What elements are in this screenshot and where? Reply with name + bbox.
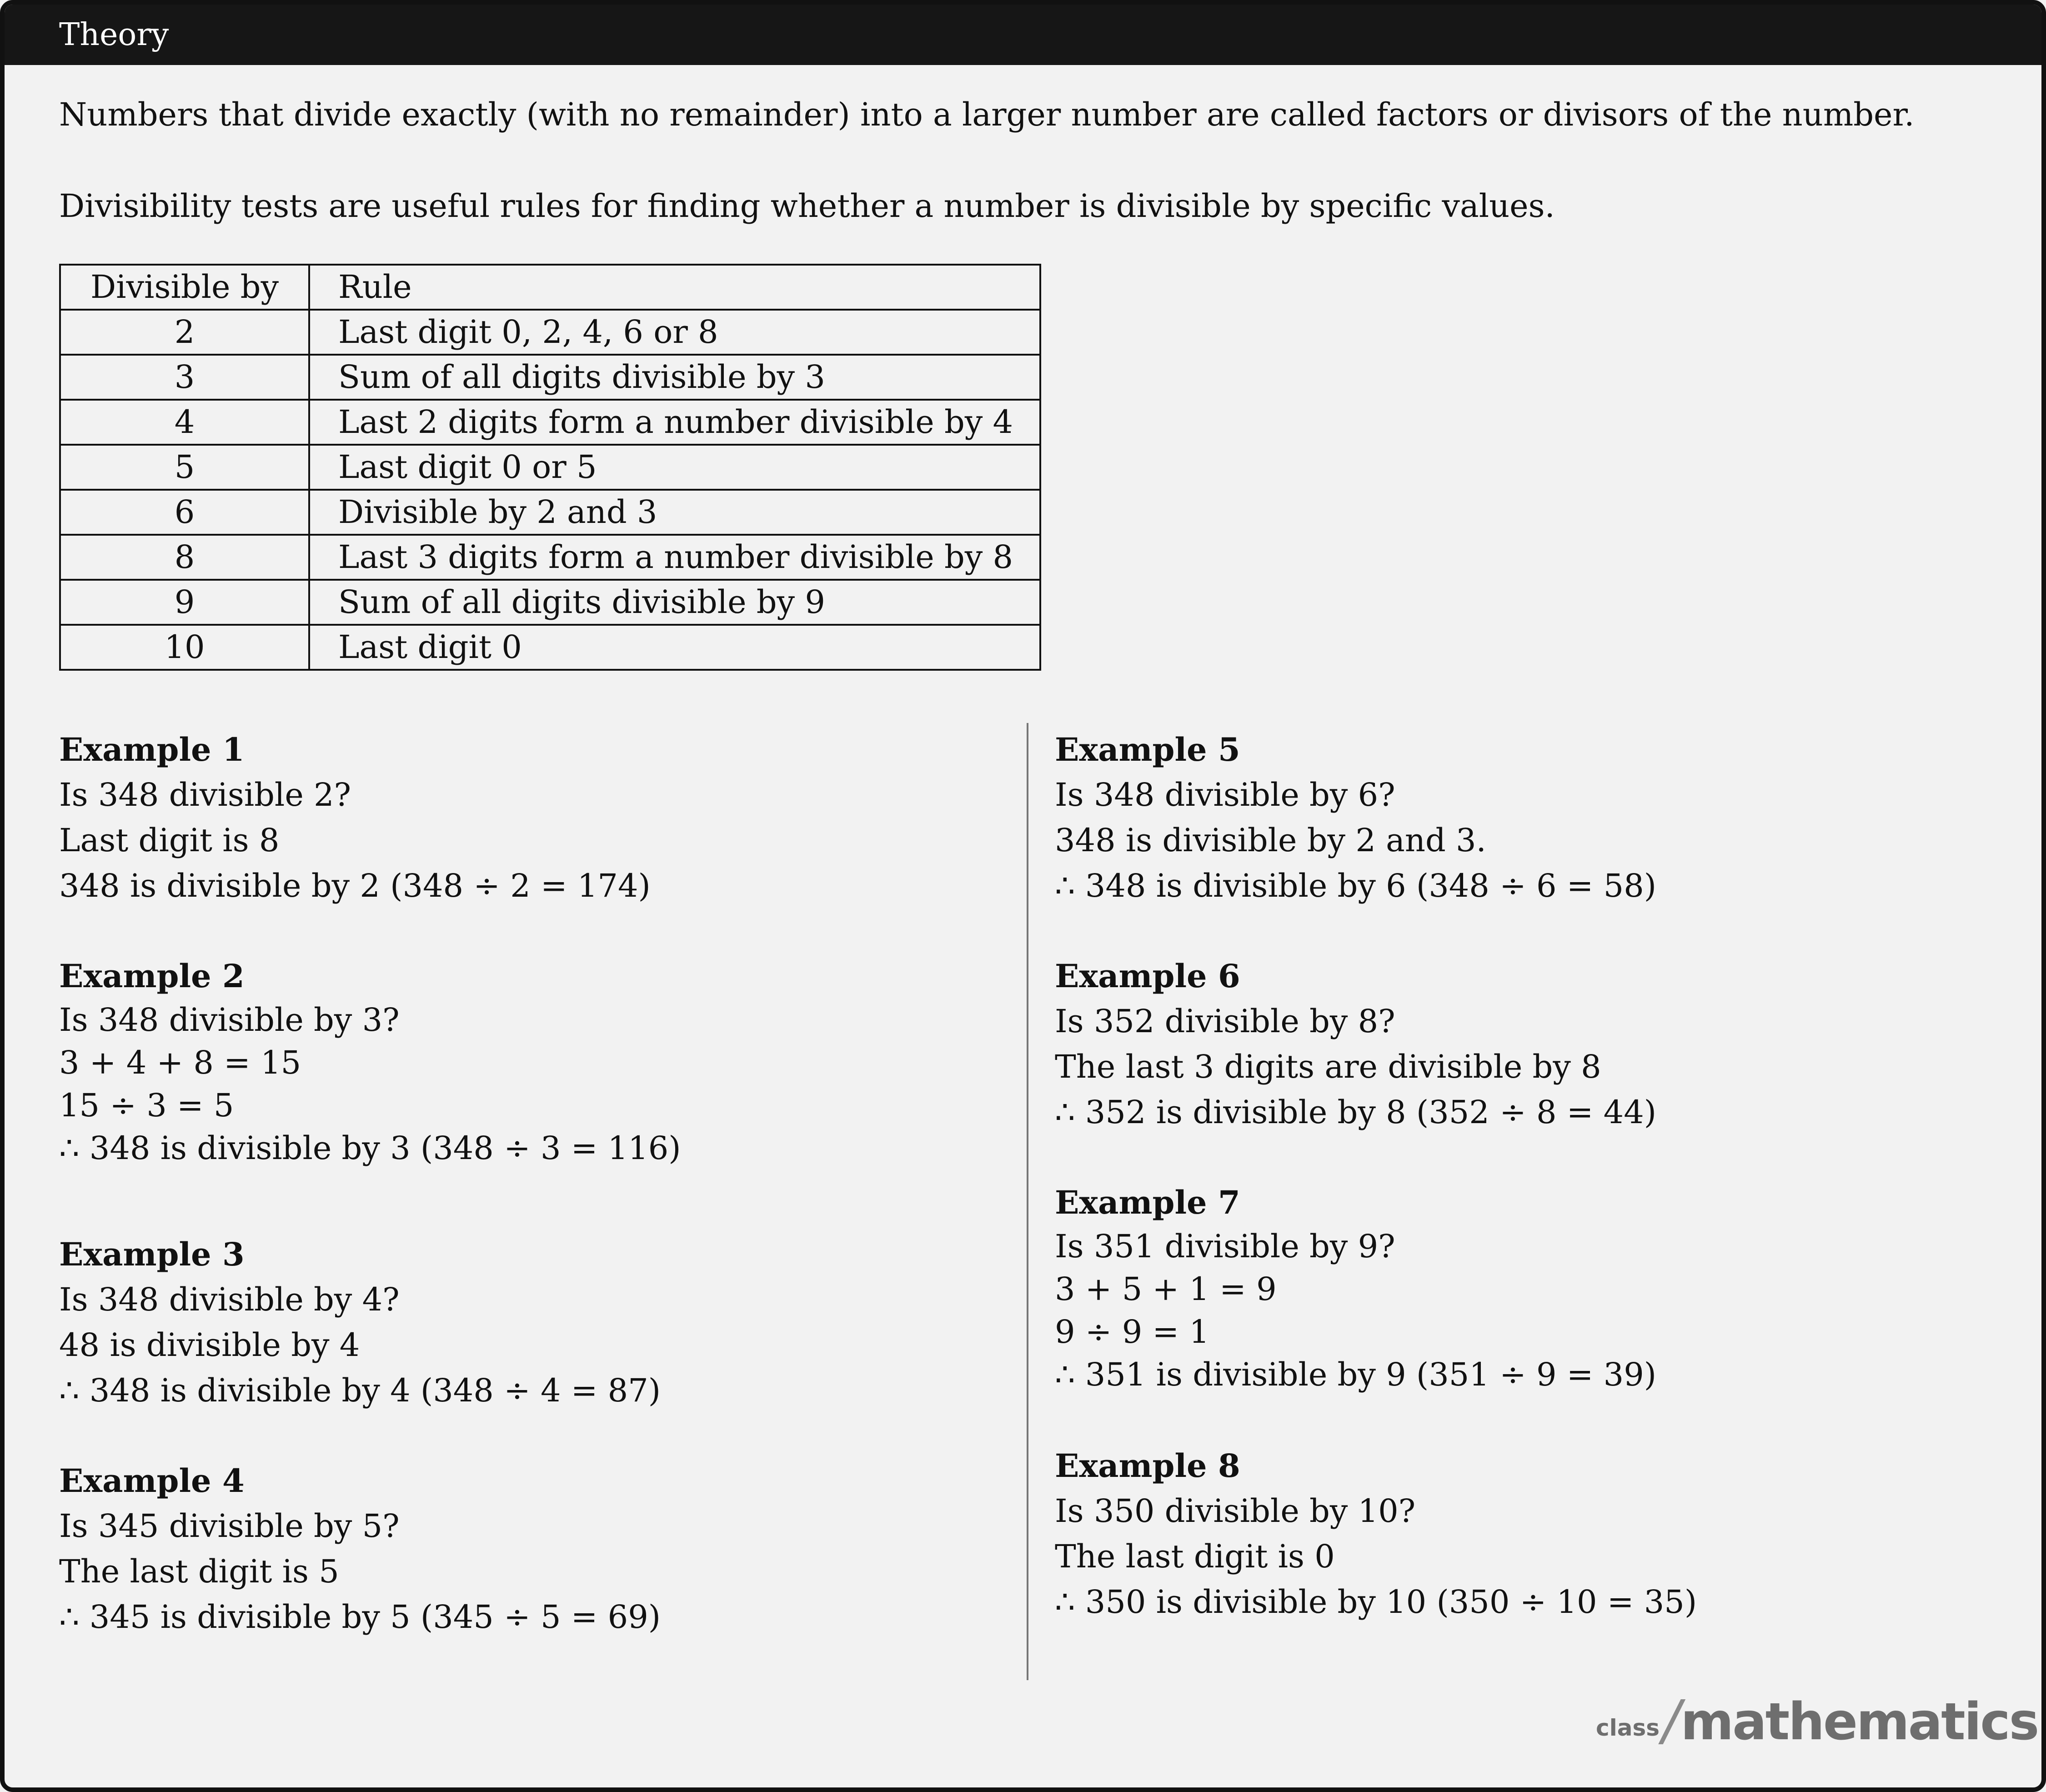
example-title: Example 2: [59, 957, 245, 995]
table-row: [60, 400, 1040, 445]
example-line: ∴ 348 is divisible by 6 (348 ÷ 6 = 58): [1055, 867, 1657, 904]
table-cell-divisor: 10: [60, 625, 309, 670]
table-cell-rule: Sum of all digits divisible by 3: [309, 355, 1040, 400]
example-line: ∴ 348 is divisible by 3 (348 ÷ 3 = 116): [59, 1129, 681, 1167]
example-line: 15 ÷ 3 = 5: [59, 1087, 234, 1124]
example-line: Is 348 divisible by 3?: [59, 1001, 400, 1039]
example-line: ∴ 350 is divisible by 10 (350 ÷ 10 = 35): [1055, 1583, 1697, 1621]
header-title: Theory: [59, 17, 169, 53]
example-line: The last 3 digits are divisible by 8: [1055, 1048, 1601, 1085]
table-cell-rule: Sum of all digits divisible by 9: [309, 580, 1040, 625]
example-7: [1055, 1180, 1656, 1396]
example-line: The last digit is 0: [1055, 1538, 1335, 1575]
example-line: Is 352 divisible by 8?: [1055, 1003, 1395, 1040]
table-row: [60, 490, 1040, 535]
example-line: Last digit is 8: [59, 822, 280, 859]
table-cell-rule: Last digit 0 or 5: [309, 445, 1040, 490]
example-title: Example 3: [59, 1235, 245, 1273]
example-3: [59, 1232, 661, 1413]
table-header-rule: Rule: [309, 265, 1040, 310]
logo-prefix: class: [1596, 1715, 1660, 1741]
table-cell-rule: Last digit 0: [309, 625, 1040, 670]
table-cell-divisor: 9: [60, 580, 309, 625]
header-bar: [5, 5, 2041, 65]
example-line: 348 is divisible by 2 and 3.: [1055, 822, 1486, 859]
table-row: [60, 355, 1040, 400]
table-cell-rule: Last 3 digits form a number divisible by 8: [309, 535, 1040, 580]
example-line: The last digit is 5: [59, 1553, 339, 1590]
example-line: ∴ 352 is divisible by 8 (352 ÷ 8 = 44): [1055, 1094, 1657, 1131]
table-row: [60, 445, 1040, 490]
example-title: Example 8: [1055, 1447, 1240, 1485]
intro-paragraph-factors: Numbers that divide exactly (with no remainder) into a larger number are called factors or divisors of the number.: [59, 96, 1915, 133]
example-title: Example 6: [1055, 957, 1240, 995]
table-row: [60, 625, 1040, 670]
example-8: [1055, 1444, 1697, 1625]
example-4: [59, 1459, 661, 1640]
table-row: [60, 535, 1040, 580]
example-title: Example 5: [1055, 731, 1240, 768]
column-divider: [1027, 723, 1028, 1680]
table-cell-divisor: 5: [60, 445, 309, 490]
example-line: Is 350 divisible by 10?: [1055, 1492, 1416, 1530]
example-title: Example 7: [1055, 1184, 1240, 1221]
table-row: [60, 580, 1040, 625]
table-header-divisible-by: Divisible by: [60, 265, 309, 310]
logo-name: mathematics: [1680, 1692, 2038, 1752]
table-cell-rule: Last digit 0, 2, 4, 6 or 8: [309, 310, 1040, 355]
example-line: 48 is divisible by 4: [59, 1326, 360, 1364]
table-cell-rule: Divisible by 2 and 3: [309, 490, 1040, 535]
table-cell-divisor: 8: [60, 535, 309, 580]
table-header-row: [60, 265, 1040, 310]
example-line: 3 + 4 + 8 = 15: [59, 1044, 301, 1081]
example-1: [59, 728, 651, 909]
table-cell-divisor: 3: [60, 355, 309, 400]
table-cell-divisor: 2: [60, 310, 309, 355]
classmathematics-logo: [1596, 1689, 2038, 1752]
example-line: Is 348 divisible 2?: [59, 776, 351, 813]
table-cell-rule: Last 2 digits form a number divisible by 4: [309, 400, 1040, 445]
example-line: ∴ 345 is divisible by 5 (345 ÷ 5 = 69): [59, 1598, 661, 1636]
example-line: 3 + 5 + 1 = 9: [1055, 1270, 1277, 1308]
example-line: 348 is divisible by 2 (348 ÷ 2 = 174): [59, 867, 651, 904]
example-line: Is 345 divisible by 5?: [59, 1507, 400, 1545]
table-row: [60, 310, 1040, 355]
intro-paragraph-divisibility: Divisibility tests are useful rules for finding whether a number is divisible by specific values.: [59, 187, 1555, 225]
example-line: Is 351 divisible by 9?: [1055, 1228, 1395, 1265]
example-line: Is 348 divisible by 6?: [1055, 776, 1395, 813]
example-line: Is 348 divisible by 4?: [59, 1281, 400, 1318]
example-line: 9 ÷ 9 = 1: [1055, 1313, 1209, 1350]
table-cell-divisor: 4: [60, 400, 309, 445]
example-line: ∴ 348 is divisible by 4 (348 ÷ 4 = 87): [59, 1372, 661, 1409]
example-2: [59, 954, 681, 1170]
example-line: ∴ 351 is divisible by 9 (351 ÷ 9 = 39): [1055, 1356, 1657, 1393]
logo-swoosh-icon: /: [1662, 1689, 1681, 1752]
divisibility-rules-table: [59, 264, 1041, 671]
example-title: Example 4: [59, 1462, 245, 1500]
example-5: [1055, 728, 1656, 909]
table-cell-divisor: 6: [60, 490, 309, 535]
example-6: [1055, 954, 1656, 1135]
example-title: Example 1: [59, 731, 245, 768]
